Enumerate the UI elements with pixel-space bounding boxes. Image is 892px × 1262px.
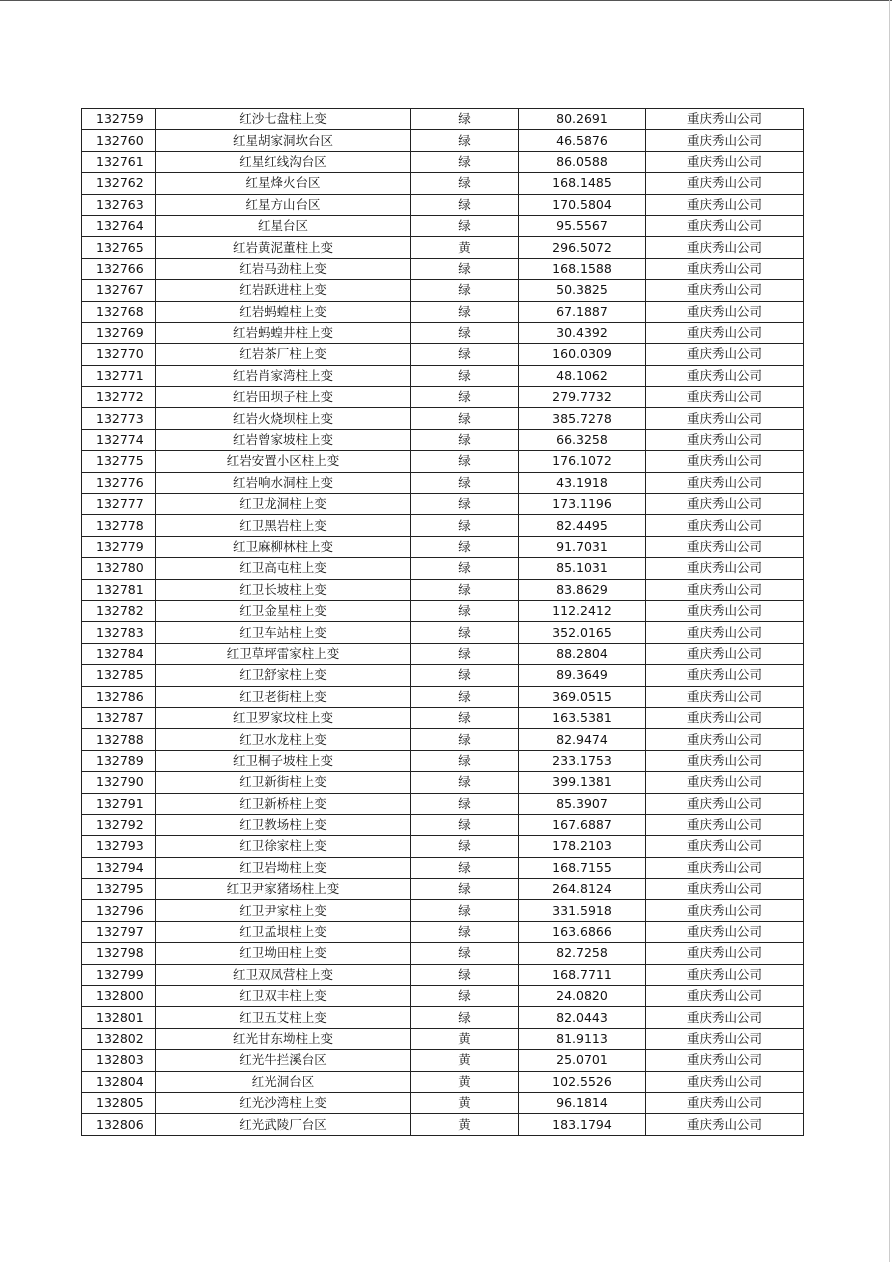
- cell-id: 132768: [82, 301, 156, 322]
- cell-name: 红卫尹家柱上变: [156, 900, 411, 921]
- cell-value: 80.2691: [519, 109, 646, 130]
- cell-company: 重庆秀山公司: [646, 237, 804, 258]
- cell-name: 红卫水龙柱上变: [156, 729, 411, 750]
- cell-value: 168.7155: [519, 857, 646, 878]
- cell-value: 30.4392: [519, 322, 646, 343]
- cell-id: 132801: [82, 1007, 156, 1028]
- cell-name: 红岩田坝子柱上变: [156, 387, 411, 408]
- cell-name: 红卫高屯柱上变: [156, 558, 411, 579]
- cell-value: 168.7711: [519, 964, 646, 985]
- cell-id: 132770: [82, 344, 156, 365]
- cell-name: 红卫新桥柱上变: [156, 793, 411, 814]
- cell-value: 352.0165: [519, 622, 646, 643]
- cell-status: 绿: [411, 280, 519, 301]
- cell-value: 233.1753: [519, 750, 646, 771]
- cell-value: 399.1381: [519, 772, 646, 793]
- cell-name: 红岩肖家湾柱上变: [156, 365, 411, 386]
- cell-company: 重庆秀山公司: [646, 750, 804, 771]
- cell-name: 红卫龙洞柱上变: [156, 494, 411, 515]
- cell-id: 132796: [82, 900, 156, 921]
- table-row: [82, 772, 804, 793]
- cell-name: 红卫草坪雷家柱上变: [156, 643, 411, 664]
- cell-status: 绿: [411, 665, 519, 686]
- cell-status: 黄: [411, 1071, 519, 1092]
- cell-status: 绿: [411, 322, 519, 343]
- cell-status: 黄: [411, 1050, 519, 1071]
- cell-value: 83.8629: [519, 579, 646, 600]
- cell-value: 85.3907: [519, 793, 646, 814]
- cell-value: 43.1918: [519, 472, 646, 493]
- cell-id: 132785: [82, 665, 156, 686]
- cell-company: 重庆秀山公司: [646, 857, 804, 878]
- cell-company: 重庆秀山公司: [646, 322, 804, 343]
- cell-value: 279.7732: [519, 387, 646, 408]
- cell-id: 132771: [82, 365, 156, 386]
- cell-company: 重庆秀山公司: [646, 344, 804, 365]
- cell-value: 264.8124: [519, 879, 646, 900]
- cell-name: 红卫老街柱上变: [156, 686, 411, 707]
- cell-value: 50.3825: [519, 280, 646, 301]
- cell-id: 132763: [82, 194, 156, 215]
- cell-name: 红岩茶厂柱上变: [156, 344, 411, 365]
- cell-name: 红卫舒家柱上变: [156, 665, 411, 686]
- cell-id: 132774: [82, 429, 156, 450]
- cell-id: 132800: [82, 986, 156, 1007]
- cell-company: 重庆秀山公司: [646, 986, 804, 1007]
- table-row: [82, 1114, 804, 1135]
- cell-company: 重庆秀山公司: [646, 836, 804, 857]
- cell-company: 重庆秀山公司: [646, 1050, 804, 1071]
- cell-id: 132769: [82, 322, 156, 343]
- cell-company: 重庆秀山公司: [646, 472, 804, 493]
- cell-status: 绿: [411, 451, 519, 472]
- table-row: [82, 258, 804, 279]
- cell-company: 重庆秀山公司: [646, 194, 804, 215]
- cell-id: 132773: [82, 408, 156, 429]
- cell-value: 178.2103: [519, 836, 646, 857]
- cell-company: 重庆秀山公司: [646, 173, 804, 194]
- cell-company: 重庆秀山公司: [646, 536, 804, 557]
- cell-name: 红卫长坡柱上变: [156, 579, 411, 600]
- cell-company: 重庆秀山公司: [646, 943, 804, 964]
- cell-name: 红光沙湾柱上变: [156, 1092, 411, 1113]
- cell-name: 红岩曾家坡柱上变: [156, 429, 411, 450]
- cell-status: 绿: [411, 836, 519, 857]
- cell-id: 132765: [82, 237, 156, 258]
- cell-status: 绿: [411, 579, 519, 600]
- cell-id: 132782: [82, 600, 156, 621]
- cell-value: 86.0588: [519, 151, 646, 172]
- table-row: [82, 921, 804, 942]
- cell-company: 重庆秀山公司: [646, 900, 804, 921]
- cell-name: 红岩蚂蝗柱上变: [156, 301, 411, 322]
- table-row: [82, 344, 804, 365]
- table-row: [82, 173, 804, 194]
- table-row: [82, 986, 804, 1007]
- cell-value: 96.1814: [519, 1092, 646, 1113]
- table-row: [82, 215, 804, 236]
- cell-name: 红卫金星柱上变: [156, 600, 411, 621]
- cell-value: 102.5526: [519, 1071, 646, 1092]
- table-row: [82, 964, 804, 985]
- cell-id: 132786: [82, 686, 156, 707]
- data-table: [81, 108, 804, 1136]
- table-row: [82, 879, 804, 900]
- table-row: [82, 151, 804, 172]
- cell-status: 绿: [411, 558, 519, 579]
- table-row: [82, 237, 804, 258]
- cell-id: 132779: [82, 536, 156, 557]
- cell-value: 160.0309: [519, 344, 646, 365]
- cell-company: 重庆秀山公司: [646, 707, 804, 728]
- cell-status: 绿: [411, 900, 519, 921]
- cell-status: 绿: [411, 515, 519, 536]
- table-row: [82, 365, 804, 386]
- cell-id: 132759: [82, 109, 156, 130]
- cell-company: 重庆秀山公司: [646, 1028, 804, 1049]
- cell-status: 绿: [411, 986, 519, 1007]
- table-row: [82, 857, 804, 878]
- cell-status: 绿: [411, 943, 519, 964]
- cell-company: 重庆秀山公司: [646, 258, 804, 279]
- cell-value: 176.1072: [519, 451, 646, 472]
- cell-name: 红星胡家洞坎台区: [156, 130, 411, 151]
- cell-value: 24.0820: [519, 986, 646, 1007]
- cell-id: 132798: [82, 943, 156, 964]
- table-row: [82, 600, 804, 621]
- cell-id: 132776: [82, 472, 156, 493]
- table-row: [82, 707, 804, 728]
- cell-value: 25.0701: [519, 1050, 646, 1071]
- cell-name: 红星台区: [156, 215, 411, 236]
- page-top-border: [0, 0, 892, 1]
- cell-id: 132787: [82, 707, 156, 728]
- cell-company: 重庆秀山公司: [646, 1092, 804, 1113]
- table-row: [82, 665, 804, 686]
- cell-name: 红卫桐子坡柱上变: [156, 750, 411, 771]
- cell-company: 重庆秀山公司: [646, 879, 804, 900]
- cell-company: 重庆秀山公司: [646, 643, 804, 664]
- cell-id: 132778: [82, 515, 156, 536]
- cell-company: 重庆秀山公司: [646, 429, 804, 450]
- table-row: [82, 472, 804, 493]
- table-row: [82, 729, 804, 750]
- table-row: [82, 1050, 804, 1071]
- cell-status: 绿: [411, 643, 519, 664]
- cell-name: 红岩马劲柱上变: [156, 258, 411, 279]
- cell-value: 82.7258: [519, 943, 646, 964]
- cell-id: 132766: [82, 258, 156, 279]
- cell-name: 红光甘东坳柱上变: [156, 1028, 411, 1049]
- cell-status: 绿: [411, 964, 519, 985]
- cell-id: 132772: [82, 387, 156, 408]
- cell-status: 绿: [411, 387, 519, 408]
- cell-company: 重庆秀山公司: [646, 665, 804, 686]
- cell-value: 167.6887: [519, 814, 646, 835]
- cell-name: 红卫徐家柱上变: [156, 836, 411, 857]
- cell-company: 重庆秀山公司: [646, 215, 804, 236]
- cell-name: 红卫罗家坟柱上变: [156, 707, 411, 728]
- page-right-edge: [889, 0, 890, 1262]
- cell-status: 绿: [411, 472, 519, 493]
- cell-status: 黄: [411, 1028, 519, 1049]
- cell-status: 绿: [411, 194, 519, 215]
- cell-id: 132804: [82, 1071, 156, 1092]
- cell-company: 重庆秀山公司: [646, 151, 804, 172]
- cell-value: 82.4495: [519, 515, 646, 536]
- cell-company: 重庆秀山公司: [646, 109, 804, 130]
- table-row: [82, 408, 804, 429]
- cell-id: 132788: [82, 729, 156, 750]
- cell-value: 163.6866: [519, 921, 646, 942]
- cell-id: 132762: [82, 173, 156, 194]
- cell-name: 红卫双凤营柱上变: [156, 964, 411, 985]
- cell-status: 黄: [411, 237, 519, 258]
- cell-status: 绿: [411, 600, 519, 621]
- table-row: [82, 429, 804, 450]
- cell-value: 82.9474: [519, 729, 646, 750]
- cell-name: 红卫新街柱上变: [156, 772, 411, 793]
- cell-id: 132789: [82, 750, 156, 771]
- cell-status: 黄: [411, 1092, 519, 1113]
- table-row: [82, 814, 804, 835]
- cell-company: 重庆秀山公司: [646, 365, 804, 386]
- cell-company: 重庆秀山公司: [646, 772, 804, 793]
- table-row: [82, 451, 804, 472]
- cell-id: 132791: [82, 793, 156, 814]
- cell-id: 132797: [82, 921, 156, 942]
- cell-name: 红卫尹家猪场柱上变: [156, 879, 411, 900]
- cell-id: 132767: [82, 280, 156, 301]
- cell-status: 绿: [411, 536, 519, 557]
- cell-id: 132790: [82, 772, 156, 793]
- cell-status: 绿: [411, 921, 519, 942]
- cell-id: 132764: [82, 215, 156, 236]
- table-row: [82, 515, 804, 536]
- cell-name: 红卫五艾柱上变: [156, 1007, 411, 1028]
- cell-company: 重庆秀山公司: [646, 301, 804, 322]
- cell-status: 绿: [411, 1007, 519, 1028]
- cell-name: 红光洞台区: [156, 1071, 411, 1092]
- cell-name: 红岩火烧坝柱上变: [156, 408, 411, 429]
- cell-id: 132784: [82, 643, 156, 664]
- cell-id: 132806: [82, 1114, 156, 1135]
- cell-company: 重庆秀山公司: [646, 579, 804, 600]
- cell-id: 132802: [82, 1028, 156, 1049]
- table-row: [82, 1007, 804, 1028]
- cell-status: 黄: [411, 1114, 519, 1135]
- cell-value: 81.9113: [519, 1028, 646, 1049]
- cell-id: 132783: [82, 622, 156, 643]
- table-row: [82, 194, 804, 215]
- table-row: [82, 943, 804, 964]
- cell-name: 红光武陵厂台区: [156, 1114, 411, 1135]
- cell-status: 绿: [411, 365, 519, 386]
- cell-value: 82.0443: [519, 1007, 646, 1028]
- cell-company: 重庆秀山公司: [646, 793, 804, 814]
- cell-value: 183.1794: [519, 1114, 646, 1135]
- cell-status: 绿: [411, 344, 519, 365]
- cell-company: 重庆秀山公司: [646, 921, 804, 942]
- cell-value: 163.5381: [519, 707, 646, 728]
- cell-status: 绿: [411, 215, 519, 236]
- cell-company: 重庆秀山公司: [646, 814, 804, 835]
- cell-status: 绿: [411, 408, 519, 429]
- cell-status: 绿: [411, 686, 519, 707]
- table-body: [82, 109, 804, 1136]
- table-row: [82, 1028, 804, 1049]
- cell-id: 132792: [82, 814, 156, 835]
- cell-value: 48.1062: [519, 365, 646, 386]
- table-row: [82, 1092, 804, 1113]
- table-row: [82, 643, 804, 664]
- cell-id: 132775: [82, 451, 156, 472]
- cell-value: 66.3258: [519, 429, 646, 450]
- cell-value: 46.5876: [519, 130, 646, 151]
- cell-name: 红星红线沟台区: [156, 151, 411, 172]
- cell-company: 重庆秀山公司: [646, 686, 804, 707]
- cell-status: 绿: [411, 429, 519, 450]
- cell-name: 红星方山台区: [156, 194, 411, 215]
- cell-company: 重庆秀山公司: [646, 558, 804, 579]
- cell-value: 85.1031: [519, 558, 646, 579]
- cell-name: 红岩响水洞柱上变: [156, 472, 411, 493]
- cell-name: 红星烽火台区: [156, 173, 411, 194]
- table-row: [82, 686, 804, 707]
- table-row: [82, 579, 804, 600]
- cell-value: 296.5072: [519, 237, 646, 258]
- cell-name: 红岩安置小区柱上变: [156, 451, 411, 472]
- cell-value: 91.7031: [519, 536, 646, 557]
- table-row: [82, 494, 804, 515]
- cell-company: 重庆秀山公司: [646, 387, 804, 408]
- cell-id: 132761: [82, 151, 156, 172]
- cell-status: 绿: [411, 793, 519, 814]
- cell-name: 红岩跃进柱上变: [156, 280, 411, 301]
- cell-name: 红沙七盘柱上变: [156, 109, 411, 130]
- cell-company: 重庆秀山公司: [646, 494, 804, 515]
- cell-company: 重庆秀山公司: [646, 964, 804, 985]
- cell-company: 重庆秀山公司: [646, 451, 804, 472]
- cell-name: 红光牛拦溪台区: [156, 1050, 411, 1071]
- cell-value: 112.2412: [519, 600, 646, 621]
- cell-status: 绿: [411, 707, 519, 728]
- cell-company: 重庆秀山公司: [646, 515, 804, 536]
- cell-name: 红卫岩坳柱上变: [156, 857, 411, 878]
- cell-value: 67.1887: [519, 301, 646, 322]
- cell-status: 绿: [411, 729, 519, 750]
- cell-value: 331.5918: [519, 900, 646, 921]
- cell-status: 绿: [411, 109, 519, 130]
- cell-company: 重庆秀山公司: [646, 729, 804, 750]
- cell-status: 绿: [411, 301, 519, 322]
- cell-id: 132794: [82, 857, 156, 878]
- cell-status: 绿: [411, 258, 519, 279]
- cell-value: 173.1196: [519, 494, 646, 515]
- table-row: [82, 322, 804, 343]
- cell-id: 132760: [82, 130, 156, 151]
- table-row: [82, 558, 804, 579]
- cell-status: 绿: [411, 494, 519, 515]
- cell-status: 绿: [411, 130, 519, 151]
- cell-value: 95.5567: [519, 215, 646, 236]
- table-row: [82, 301, 804, 322]
- table-row: [82, 793, 804, 814]
- cell-status: 绿: [411, 750, 519, 771]
- table-row: [82, 1071, 804, 1092]
- cell-id: 132799: [82, 964, 156, 985]
- table-row: [82, 900, 804, 921]
- cell-name: 红卫车站柱上变: [156, 622, 411, 643]
- cell-name: 红岩蚂蝗井柱上变: [156, 322, 411, 343]
- cell-id: 132781: [82, 579, 156, 600]
- cell-value: 168.1485: [519, 173, 646, 194]
- cell-name: 红卫坳田柱上变: [156, 943, 411, 964]
- cell-status: 绿: [411, 622, 519, 643]
- table-row: [82, 836, 804, 857]
- cell-value: 88.2804: [519, 643, 646, 664]
- table-row: [82, 750, 804, 771]
- cell-status: 绿: [411, 772, 519, 793]
- cell-name: 红卫孟垠柱上变: [156, 921, 411, 942]
- table-row: [82, 622, 804, 643]
- cell-company: 重庆秀山公司: [646, 622, 804, 643]
- cell-id: 132795: [82, 879, 156, 900]
- cell-value: 385.7278: [519, 408, 646, 429]
- table-row: [82, 536, 804, 557]
- cell-company: 重庆秀山公司: [646, 1071, 804, 1092]
- cell-id: 132780: [82, 558, 156, 579]
- cell-status: 绿: [411, 879, 519, 900]
- cell-company: 重庆秀山公司: [646, 600, 804, 621]
- cell-status: 绿: [411, 814, 519, 835]
- cell-company: 重庆秀山公司: [646, 408, 804, 429]
- cell-status: 绿: [411, 173, 519, 194]
- cell-name: 红卫双丰柱上变: [156, 986, 411, 1007]
- cell-id: 132777: [82, 494, 156, 515]
- cell-id: 132803: [82, 1050, 156, 1071]
- cell-value: 170.5804: [519, 194, 646, 215]
- table-row: [82, 280, 804, 301]
- cell-name: 红卫黑岩柱上变: [156, 515, 411, 536]
- table-row: [82, 109, 804, 130]
- cell-company: 重庆秀山公司: [646, 280, 804, 301]
- cell-name: 红岩黄泥董柱上变: [156, 237, 411, 258]
- cell-company: 重庆秀山公司: [646, 130, 804, 151]
- cell-status: 绿: [411, 857, 519, 878]
- cell-name: 红卫教场柱上变: [156, 814, 411, 835]
- cell-value: 168.1588: [519, 258, 646, 279]
- cell-id: 132793: [82, 836, 156, 857]
- cell-name: 红卫麻柳林柱上变: [156, 536, 411, 557]
- cell-id: 132805: [82, 1092, 156, 1113]
- cell-value: 89.3649: [519, 665, 646, 686]
- table-row: [82, 130, 804, 151]
- cell-status: 绿: [411, 151, 519, 172]
- cell-company: 重庆秀山公司: [646, 1007, 804, 1028]
- cell-value: 369.0515: [519, 686, 646, 707]
- table-row: [82, 387, 804, 408]
- cell-company: 重庆秀山公司: [646, 1114, 804, 1135]
